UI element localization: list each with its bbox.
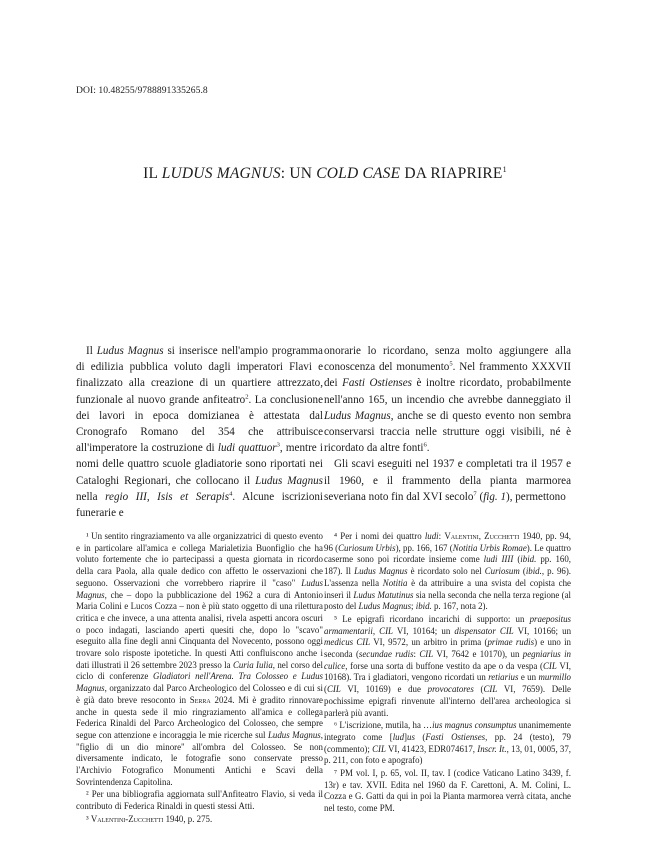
text-run: VI, 10164; un xyxy=(392,625,455,636)
text-run: sia nella seconda che nella terza regione (al posto del xyxy=(324,589,571,612)
italic-run: CIL xyxy=(419,649,434,660)
italic-run: Notitia Urbis Romae xyxy=(452,542,527,553)
italic-run: provocatores xyxy=(427,684,474,695)
text-run: , 13, 01, 0005, 37, p. 211, con foto e apografo) xyxy=(324,743,572,766)
italic-run: Ludus Magnus xyxy=(76,577,323,600)
text-run: pp. 160, 187). Il xyxy=(324,554,571,577)
text-run: ), permettono xyxy=(506,490,566,503)
text-run: è inoltre ricordato, probabilmente nell'anno 165, un incendio che avrebbe danneggiato il xyxy=(324,377,571,406)
italic-run: murmillo xyxy=(538,672,571,683)
text-run: , "figlio di un dio minore" all'ombra del Colosseo. Se non diversamente indicato, le fotografie sono conservate presso l'Archivio Fotografico Monumenti Antichi e Scavi della Sovrintendenza Capitolina. xyxy=(76,729,323,787)
body-column-left xyxy=(76,343,323,521)
text-run: 1940, pp. 94, 96 ( xyxy=(324,531,571,553)
text-run: ² Per una bibliografia aggiornata sull'Anfiteatro Flavio, si veda il contributo di Federica Rinaldi in questi stessi Atti. xyxy=(76,789,323,812)
footnote xyxy=(76,531,323,788)
italic-run: Ludus Magnus xyxy=(255,474,323,487)
italic-run: ludi IIII xyxy=(483,554,514,565)
italic-run: ludi quattuor xyxy=(217,442,277,455)
italic-run: Ludus Magnus xyxy=(324,409,391,422)
italic-run: ibid. xyxy=(525,566,542,577)
italic-run: regio III, Isis et Serapis xyxy=(105,490,230,503)
text-run: si inserisce nell'ampio programma di edilizia pubblica voluto dagli imperatori Flavi e finalizzato alla creazione di un quartiere attrezzato, funzionale al nuovo grande anfiteatro xyxy=(76,345,323,406)
text-run: Il xyxy=(86,345,97,357)
text-run: ⁵ Le epigrafi ricordano incarichi di supporto: un xyxy=(334,613,530,624)
italic-run: Ludus Magnus xyxy=(354,566,408,577)
italic-run: CIL xyxy=(372,743,386,754)
text-run: , forse una sorta di buffone vestito da ape o da vespa ( xyxy=(345,660,543,671)
italic-run: Ludus Magnus xyxy=(358,601,412,612)
text-run: ] xyxy=(404,731,407,742)
italic-run: CIL xyxy=(379,625,393,636)
italic-run: Ludus Magnus xyxy=(267,729,321,740)
body-paragraph xyxy=(324,343,571,456)
text-run: e un xyxy=(518,672,539,683)
text-run: è da attribuire a una svista del copista che inserì il xyxy=(324,577,571,600)
italic-run: ludi xyxy=(424,531,439,541)
text-run: ( xyxy=(324,684,327,695)
text-run: Gli scavi eseguiti nel 1937 e completati tra il 1957 e il 1960, e il frammento della pianta marmorea severiana noto fin dal XVI secolo xyxy=(324,458,571,503)
italic-run: pegniarius in culice xyxy=(324,649,571,671)
text-run: . La conclusione dei lavori in epoca domizianea è attestata dal Cronografo Romano del 354 che attribuisce all'imperatore la costruzione di xyxy=(76,393,323,455)
note-ref: 2 xyxy=(245,392,249,400)
italic-run: Curiosum Urbis xyxy=(338,542,396,553)
title-note-ref: 1 xyxy=(502,164,507,174)
text-run: VI, 41423, EDR074617, xyxy=(385,743,478,754)
italic-run: lud xyxy=(392,731,405,742)
footnote xyxy=(324,720,571,767)
text-run: ³ xyxy=(86,813,91,824)
text-run: nella xyxy=(76,490,106,503)
text-run: , pp. 24 (testo), 79 (commento); xyxy=(324,731,571,754)
text-run: , che – dopo la pubblicazione del 1962 a cura di Antonio Maria Colini e Lucos Cozza – non è più stato oggetto di una rilettura critica e che invece, a una attenta analisi, rivela aspetti ancora oscuri o poco indagati, lasciando aperti quesiti che, dopo lo "scavo" eseguito alla fine degli anni Cinquanta del Novecento, possono oggi trovare solo risposte ipotetiche. In questi Atti confluiscono anche i dati illustrati il 26 settembre 2023 presso la xyxy=(76,589,323,670)
title-part: IL xyxy=(143,165,162,182)
italic-run: CIL xyxy=(483,684,498,695)
text-run: ). Le quattro caserme sono poi ricordate insieme come xyxy=(324,542,571,565)
text-run: , nel corso del ciclo di conferenze xyxy=(76,659,323,682)
italic-run: CIL xyxy=(326,684,341,695)
italic-run: secundae rudis xyxy=(358,649,414,660)
text-run: , anche se di questo evento non sembra conservarsi traccia nelle strutture oggi visibili, né è ricordato da altre fonti xyxy=(324,409,571,455)
text-run: VI, 7659). Delle pochissime epigrafi rinvenute all'interno dell'area archeologica si parlerà più avanti. xyxy=(324,684,571,718)
author-name: Serra xyxy=(189,694,211,705)
page-title xyxy=(0,165,650,183)
text-run: 2024. Mi è gradito rinnovare anche in questa sede il mio ringraziamento all'amica e collega Federica Rinaldi del Parco Archeologico del Colosseo, che sempre segue con attenzione e incoraggia le mie ricerche sul xyxy=(76,694,323,740)
text-run: , p. 96). L'assenza nella xyxy=(324,566,571,588)
footnote xyxy=(324,531,571,613)
text-run: è ricordato solo nel xyxy=(407,566,485,577)
text-run: VI, 10166; un xyxy=(513,625,572,636)
text-run: : xyxy=(413,649,420,660)
italic-run: Gladiatori nell'Arena. Tra Colosseo e Ludus Magnus xyxy=(76,671,323,694)
text-run: ( xyxy=(513,554,521,565)
italic-run: Fasti Ostienses xyxy=(425,731,486,742)
text-run: , organizzato dal Parco Archeologico del Colosseo e di cui si è già dato breve resoconto in xyxy=(76,683,323,705)
text-run: 1940, p. 275. xyxy=(163,813,213,824)
italic-run: praepositus armamentarii xyxy=(324,613,571,636)
italic-run: Ludus Magnus xyxy=(96,345,164,357)
text-run: VI, 10168). Tra i gladiatori, vengono ricordati un xyxy=(324,660,571,683)
note-ref: 3 xyxy=(276,441,280,449)
body-paragraph xyxy=(324,456,571,505)
footnote xyxy=(324,614,571,719)
text-run: ( xyxy=(476,490,484,503)
author-name: Valentini, Zucchetti xyxy=(444,531,520,541)
body-paragraph xyxy=(76,343,323,521)
italic-run: medicus CIL xyxy=(324,637,371,648)
text-run: . Alcune iscrizioni funerarie e xyxy=(76,490,324,520)
text-run: ( xyxy=(473,684,484,695)
text-run: , mentre i nomi delle quattro scuole gladiatorie sono riportati nei Cataloghi Regionari, che collocano il xyxy=(76,442,324,487)
italic-run: us xyxy=(407,731,415,742)
text-run: , xyxy=(372,625,380,636)
italic-run: Curia Iulia xyxy=(232,659,273,670)
title-part: DA RIAPRIRE xyxy=(400,165,503,182)
text-run: ¹ Un sentito ringraziamento va alle organizzatrici di questo evento e in particolare all'amica e collega Marialetizia Buonfiglio che ha voluto fortemente che io partecipassi a questa giornata in ricordo della cara Paola, alla quale dedico con affetto le osservazioni che seguono. Osservazioni che vorrebbero riaprire il "caso" xyxy=(76,531,323,588)
doi-line: DOI: 10.48255/9788891335265.8 xyxy=(76,85,208,96)
italic-run: Notitia xyxy=(382,577,408,588)
body-column-right xyxy=(324,343,571,505)
italic-run: ibid. xyxy=(415,601,432,612)
author-name: Valentini-Zucchetti xyxy=(90,813,164,824)
footnote xyxy=(76,814,323,826)
text-run: ( xyxy=(414,731,426,742)
note-ref: 5 xyxy=(449,360,453,368)
text-run: ) e uno in seconda ( xyxy=(324,637,571,660)
italic-run: dispensator CIL xyxy=(454,625,514,636)
italic-run: retiarius xyxy=(488,672,519,683)
italic-run: Fasti Ostienses xyxy=(342,377,412,390)
text-run: onorarie lo ricordano, senza molto aggiungere alla conoscenza del monumento xyxy=(324,345,571,374)
note-ref: 4 xyxy=(229,490,233,498)
text-run: ), pp. 166, 167 ( xyxy=(395,542,453,553)
text-run: : xyxy=(438,531,445,541)
text-run: ⁶ L'iscrizione, mutila, ha … xyxy=(334,720,433,731)
italic-run: ius magnus consumptus xyxy=(432,720,517,731)
text-run: VI, 10169) e due xyxy=(340,684,428,695)
text-run: ; xyxy=(411,601,416,612)
note-ref: 6 xyxy=(423,441,427,449)
text-run: ⁴ Per i nomi dei quattro xyxy=(334,531,425,541)
italic-run: Ludus Matutinus xyxy=(353,589,414,600)
italic-run: fig. 1 xyxy=(483,490,506,503)
text-run: unanimemente integrato come [ xyxy=(324,720,571,742)
text-run: . xyxy=(426,442,430,455)
footnote xyxy=(76,789,323,812)
italic-run: CIL xyxy=(543,660,557,671)
footnotes-right xyxy=(324,531,571,816)
note-ref: 7 xyxy=(473,490,477,498)
title-italic: LUDUS MAGNUS xyxy=(161,165,281,182)
text-run: . Nel frammento XXXVII dei xyxy=(324,361,571,390)
text-run: VI, 9572, un arbitro in prima ( xyxy=(370,637,488,648)
title-part: : UN xyxy=(280,165,317,182)
text-run: ⁷ PM vol. I, p. 65, vol. II, tav. I (codice Vaticano Latino 3439, f. 13r) e tav. XVII. Edita nel 1960 da F. Carettoni, A. M. Colini, L. Cozza e G. Gatti da qui in poi la Pianta marmorea verrà citata, anche nel testo, come PM. xyxy=(324,768,571,814)
italic-run: primae rudis xyxy=(487,637,535,648)
text-run: ( xyxy=(519,566,526,577)
italic-run: ibid. xyxy=(520,554,537,565)
text-run: VI, 7642 e 10170), un xyxy=(433,649,523,660)
title-italic: COLD CASE xyxy=(316,165,401,182)
italic-run: Inscr. It. xyxy=(477,743,507,754)
text-run: p. 167, nota 2). xyxy=(431,601,488,612)
footnotes-left xyxy=(76,531,323,827)
footnote xyxy=(324,768,571,815)
italic-run: Curiosum xyxy=(484,566,520,577)
